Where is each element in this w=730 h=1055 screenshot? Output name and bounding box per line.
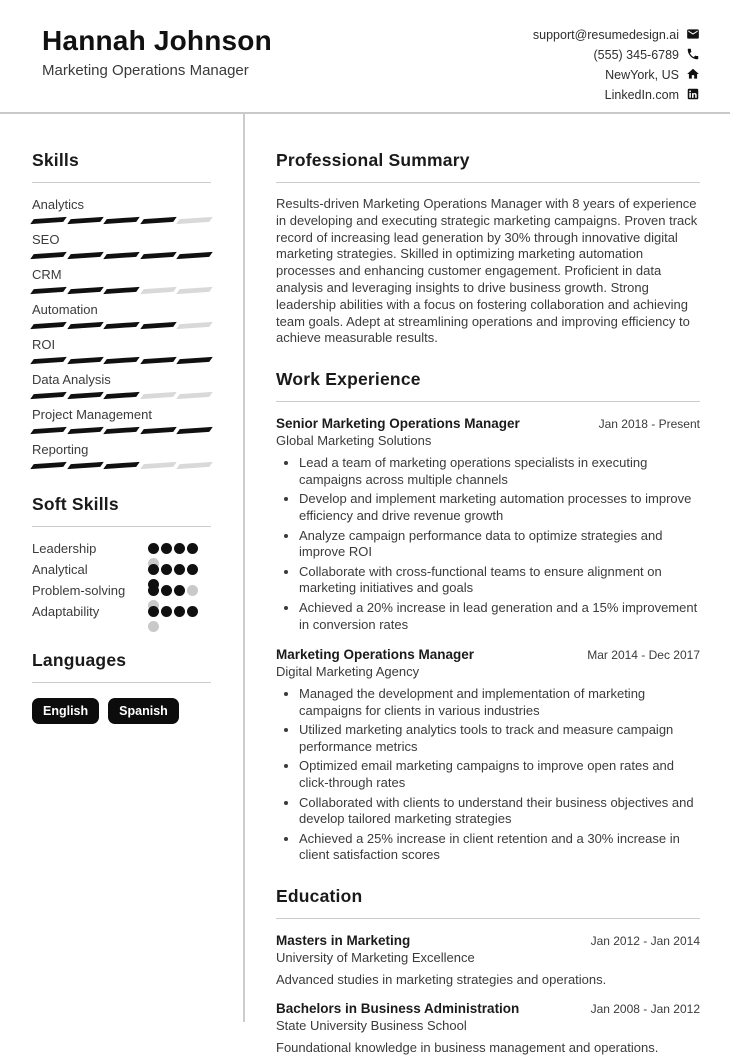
skill-bar-segment: [30, 392, 66, 399]
skill-bar: [32, 463, 211, 468]
job-bullet: • Managed the development and implementation of marketing campaigns for clients in various industries: [299, 686, 700, 719]
skill-bar: [32, 428, 211, 433]
rating-dot: [187, 606, 198, 617]
email-icon: [686, 27, 700, 44]
rating-dot: [148, 621, 159, 632]
education-entry: [276, 1001, 700, 1055]
skill-bar-segment: [30, 357, 66, 364]
skill-bar-segment: [103, 392, 139, 399]
contact-email-text: support@resumedesign.ai: [532, 28, 679, 42]
job-entry: [276, 416, 700, 633]
education-heading: Education: [276, 886, 700, 919]
skill-bar-segment: [67, 322, 103, 329]
contact-phone-text: (555) 345-6789: [593, 48, 679, 62]
skill-label: Project Management: [32, 407, 152, 422]
skill-item: [32, 232, 211, 258]
skill-item: [32, 337, 211, 363]
experience-section: [276, 369, 700, 864]
skill-bar: [32, 393, 211, 398]
contact-email: [533, 25, 700, 45]
soft-skill-label: Adaptability: [32, 604, 100, 619]
summary-text: Results-driven Marketing Operations Manager with 8 years of experience in developing and executing strategic marketing campaigns. Proven track record of increasing lead generation by 30% through innovative digital marketing strategies. Skilled in optimizing marketing automation processes and enhancing customer engagement. Proficient in data analysis and leveraging insights to drive business growth. Strong leadership abilities with a focus on fostering collaboration and achieving team goals. Adept at streamlining operations and improving efficiency to achieve measurable results.: [276, 196, 698, 346]
skill-bar-segment: [30, 252, 66, 259]
experience-heading: Work Experience: [276, 369, 700, 402]
skill-bar-segment: [30, 322, 66, 329]
languages-list: [32, 698, 211, 724]
rating-dot: [148, 564, 159, 575]
rating-dot: [148, 585, 159, 596]
skill-bar-segment: [30, 462, 66, 469]
header: [0, 0, 730, 114]
skill-label: Analytics: [32, 197, 85, 212]
education-degree: Masters in Marketing: [276, 933, 411, 949]
job-bullet: • Lead a team of marketing operations specialists in executing campaigns across multiple channels: [299, 455, 700, 488]
skill-bar-segment: [140, 217, 176, 224]
skill-bar-segment: [177, 427, 213, 434]
skill-bar-segment: [67, 462, 103, 469]
skill-bar-segment: [177, 287, 213, 294]
education-entry: [276, 933, 700, 987]
education-dates: Jan 2012 - Jan 2014: [590, 934, 700, 949]
skill-bar-segment: [103, 322, 139, 329]
summary-heading: Professional Summary: [276, 150, 700, 183]
job-dates: Jan 2018 - Present: [598, 417, 700, 432]
skill-bar-segment: [103, 252, 139, 259]
skill-bar-segment: [103, 217, 139, 224]
job-bullet: • Collaborated with clients to understand their business objectives and develop tailored marketing strategies: [299, 795, 700, 828]
education-entry-head: [276, 933, 700, 948]
job-bullet: • Analyze campaign performance data to optimize strategies and improve ROI: [299, 528, 700, 561]
job-bullet: • Achieved a 20% increase in lead generation and a 15% improvement in conversion rates: [299, 600, 700, 633]
skill-bar-segment: [140, 427, 176, 434]
education-school: State University Business School: [276, 1018, 467, 1034]
skill-item: [32, 302, 211, 328]
rating-dot: [174, 564, 185, 575]
rating-dot: [161, 585, 172, 596]
skill-item: [32, 372, 211, 398]
job-bullet: • Achieved a 25% increase in client retention and a 30% increase in client satisfaction scores: [299, 831, 700, 864]
contact-block: [533, 25, 700, 105]
languages-heading: Languages: [32, 650, 211, 683]
soft-skills-heading: Soft Skills: [32, 494, 211, 527]
education-degree: Bachelors in Business Administration: [276, 1001, 520, 1017]
summary-section: [276, 150, 700, 347]
skill-bar-segment: [103, 287, 139, 294]
education-school: University of Marketing Excellence: [276, 950, 475, 966]
job-dates: Mar 2014 - Dec 2017: [587, 648, 700, 663]
home-icon: [686, 67, 700, 84]
skill-item: [32, 442, 211, 468]
skill-bar-segment: [140, 322, 176, 329]
soft-skill-item: [32, 603, 211, 624]
skill-bar-segment: [67, 427, 103, 434]
rating-dot: [161, 606, 172, 617]
soft-skill-label: Leadership: [32, 541, 97, 556]
skill-bar-segment: [177, 322, 213, 329]
skill-bar-segment: [67, 217, 103, 224]
job-bullet: • Optimized email marketing campaigns to improve open rates and click-through rates: [299, 758, 700, 791]
contact-linkedin: [533, 85, 700, 105]
person-name: Hannah Johnson: [42, 25, 272, 56]
contact-location: [533, 65, 700, 85]
languages-section: [32, 650, 211, 724]
linkedin-icon: [686, 87, 700, 104]
skill-bar-segment: [30, 287, 66, 294]
rating-dot: [187, 564, 198, 575]
skills-section: [32, 150, 211, 468]
rating-dot: [187, 543, 198, 554]
skill-bar-segment: [177, 357, 213, 364]
job-bullet: • Collaborate with cross-functional teams to ensure alignment on marketing initiatives and goals: [299, 564, 700, 597]
skill-bar-segment: [140, 357, 176, 364]
skill-bar: [32, 323, 211, 328]
job-bullet: • Develop and implement marketing automation processes to improve efficiency and drive revenue growth: [299, 491, 700, 524]
job-company: Global Marketing Solutions: [276, 433, 432, 449]
job-entry: [276, 647, 700, 864]
skill-bar-segment: [177, 392, 213, 399]
skill-bar-segment: [30, 427, 66, 434]
skill-label: SEO: [32, 232, 60, 247]
rating-dot: [174, 543, 185, 554]
skill-bar: [32, 288, 211, 293]
education-section: [276, 886, 700, 1055]
skill-bar-segment: [103, 462, 139, 469]
skill-label: CRM: [32, 267, 62, 282]
skill-bar-segment: [67, 287, 103, 294]
jobs-list: [276, 416, 700, 864]
skill-label: Reporting: [32, 442, 89, 457]
skill-bar-segment: [140, 287, 176, 294]
contact-phone: [533, 45, 700, 65]
soft-skill-item: [32, 582, 211, 603]
skill-bar-segment: [177, 217, 213, 224]
rating-dot: [174, 606, 185, 617]
rating-dot: [187, 585, 198, 596]
soft-skill-item: [32, 540, 211, 561]
rating-dot: [148, 606, 159, 617]
education-list: [276, 933, 700, 1055]
job-entry-head: [276, 416, 700, 431]
job-bullets: [276, 686, 700, 864]
job-entry-head: [276, 647, 700, 662]
main-column: [245, 114, 730, 1055]
soft-skill-item: [32, 561, 211, 582]
content: [0, 114, 730, 1055]
education-entry-head: [276, 1001, 700, 1016]
skill-label: Automation: [32, 302, 98, 317]
skill-item: [32, 267, 211, 293]
education-description: Advanced studies in marketing strategies and operations.: [276, 972, 607, 988]
language-pill: English: [32, 698, 99, 724]
rating-dot: [161, 564, 172, 575]
rating-dot: [161, 543, 172, 554]
skill-bar-segment: [67, 357, 103, 364]
skill-bar: [32, 218, 211, 223]
contact-linkedin-text: LinkedIn.com: [604, 88, 679, 102]
contact-location-text: NewYork, US: [605, 68, 679, 82]
language-pill: Spanish: [108, 698, 179, 724]
skill-item: [32, 407, 211, 433]
skill-bar-segment: [103, 427, 139, 434]
skill-item: [32, 197, 211, 223]
skill-bar-segment: [67, 392, 103, 399]
skill-label: ROI: [32, 337, 56, 352]
skill-bar: [32, 253, 211, 258]
rating-dot: [148, 543, 159, 554]
job-bullet: • Utilized marketing analytics tools to track and measure campaign performance metrics: [299, 722, 700, 755]
skill-bar-segment: [177, 462, 213, 469]
rating-dot: [174, 585, 185, 596]
skill-bar-segment: [140, 462, 176, 469]
education-dates: Jan 2008 - Jan 2012: [590, 1002, 700, 1017]
job-company: Digital Marketing Agency: [276, 664, 420, 680]
phone-icon: [686, 47, 700, 64]
skill-bar-segment: [140, 392, 176, 399]
skills-list: [32, 197, 211, 468]
soft-skills-section: [32, 494, 211, 624]
job-title: Senior Marketing Operations Manager: [276, 416, 520, 432]
education-description: Foundational knowledge in business management and operations.: [276, 1040, 659, 1055]
job-bullets: [276, 455, 700, 633]
skill-bar-segment: [67, 252, 103, 259]
job-title: Marketing Operations Manager: [276, 647, 475, 663]
sidebar: [0, 114, 245, 1022]
skill-bar-segment: [103, 357, 139, 364]
soft-skills-list: [32, 540, 211, 624]
skill-bar-segment: [140, 252, 176, 259]
skill-bar: [32, 358, 211, 363]
soft-skill-label: Analytical: [32, 562, 88, 577]
soft-skill-dots: [148, 606, 200, 632]
skills-heading: Skills: [32, 150, 211, 183]
person-job-title: Marketing Operations Manager: [42, 62, 249, 79]
skill-bar-segment: [30, 217, 66, 224]
soft-skill-label: Problem-solving: [32, 583, 126, 598]
skill-bar-segment: [177, 252, 213, 259]
skill-label: Data Analysis: [32, 372, 111, 387]
